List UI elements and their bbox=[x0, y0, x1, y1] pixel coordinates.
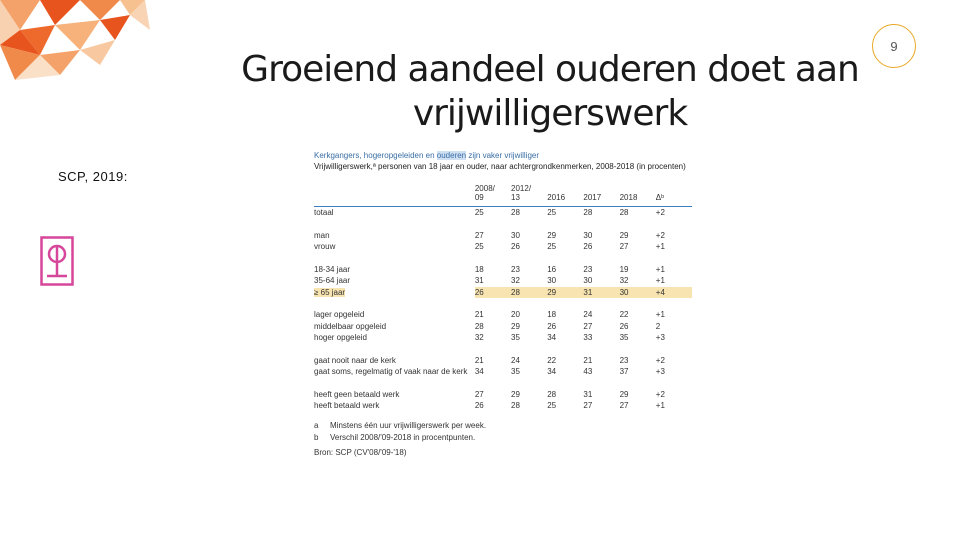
table-cell: 20 bbox=[511, 310, 520, 319]
column-header: 2017 bbox=[583, 193, 602, 202]
table-cell: 28 bbox=[511, 401, 520, 410]
table-cell: 27 bbox=[583, 401, 593, 410]
table-row bbox=[314, 264, 692, 276]
table-cell: +2 bbox=[655, 389, 665, 399]
table-cell: 25 bbox=[547, 242, 557, 251]
row-label: middelbaar opgeleid bbox=[314, 321, 387, 331]
table-cell: 25 bbox=[547, 401, 557, 410]
data-table bbox=[314, 184, 692, 412]
table-cell: 31 bbox=[583, 389, 593, 399]
table-cell: 30 bbox=[583, 276, 593, 285]
note-key: a bbox=[314, 420, 319, 430]
table-cell: 31 bbox=[474, 276, 484, 285]
table-cell: 28 bbox=[511, 208, 520, 217]
table-cell: +1 bbox=[655, 401, 665, 410]
table-cell: +2 bbox=[655, 355, 665, 365]
table-cell: 31 bbox=[583, 287, 619, 299]
table-cell: 19 bbox=[619, 264, 629, 274]
table-cell: 35 bbox=[511, 333, 520, 342]
table-cell: 25 bbox=[547, 208, 557, 217]
table-cell: 28 bbox=[619, 208, 629, 217]
row-spacer bbox=[314, 344, 692, 355]
column-header: Δᵇ bbox=[655, 193, 665, 202]
table-cell: 30 bbox=[620, 287, 656, 299]
slide-title bbox=[200, 48, 900, 136]
table-cell: 28 bbox=[547, 389, 557, 399]
row-label: ≥ 65 jaar bbox=[314, 287, 346, 297]
scp-logo-icon bbox=[40, 236, 74, 286]
row-label: man bbox=[314, 230, 330, 240]
table-cell: 27 bbox=[474, 230, 484, 240]
table-cell: +2 bbox=[655, 230, 665, 240]
table-row bbox=[314, 400, 692, 412]
table-cell: 2 bbox=[655, 321, 661, 331]
column-header: 2016 bbox=[547, 193, 566, 202]
row-label: 18-34 jaar bbox=[314, 264, 351, 274]
note-line bbox=[314, 420, 694, 432]
table-row bbox=[314, 332, 692, 344]
row-label: gaat nooit naar de kerk bbox=[314, 355, 396, 365]
column-header: 2012/ 13 bbox=[511, 184, 532, 202]
table-cell: 21 bbox=[583, 355, 593, 365]
table-cell: 23 bbox=[619, 355, 629, 365]
row-spacer bbox=[314, 378, 692, 389]
source-label: SCP, 2019: bbox=[58, 169, 128, 184]
table-cell: 29 bbox=[547, 230, 557, 240]
table-cell: +1 bbox=[655, 310, 665, 319]
table-cell: 26 bbox=[511, 242, 520, 251]
table-cell: 32 bbox=[619, 276, 629, 285]
table-row bbox=[314, 309, 692, 321]
page-number: 9 bbox=[890, 38, 898, 54]
table-cell: 27 bbox=[583, 321, 593, 331]
table-cell: 35 bbox=[619, 333, 629, 342]
table-cell: +1 bbox=[655, 264, 665, 274]
table-cell: 24 bbox=[511, 355, 520, 365]
table-cell: 18 bbox=[474, 264, 484, 274]
row-spacer bbox=[314, 298, 692, 309]
table-cell: +2 bbox=[655, 208, 665, 217]
note-text: Verschil 2008/'09-2018 in procentpunten. bbox=[330, 432, 476, 442]
title-line-1: Groeiend aandeel ouderen doet aan bbox=[241, 49, 859, 90]
row-label: totaal bbox=[314, 208, 334, 217]
table-cell: 28 bbox=[583, 208, 593, 217]
table-source: Bron: SCP (CV'08/'09-'18) bbox=[314, 447, 407, 457]
table-cell: 30 bbox=[583, 230, 593, 240]
row-label: vrouw bbox=[314, 242, 336, 251]
table-cell: 26 bbox=[547, 321, 557, 331]
table-cell: 43 bbox=[583, 367, 593, 376]
table-cell: +1 bbox=[655, 276, 665, 285]
figure-caption: Kerkgangers, hogeropgeleiden en ouderen zijn vaker vrijwilliger bbox=[314, 151, 540, 160]
row-label: gaat soms, regelmatig of vaak naar de kerk bbox=[314, 367, 468, 376]
table-cell: 30 bbox=[511, 230, 520, 240]
note-key: b bbox=[314, 432, 319, 442]
table-cell: 26 bbox=[583, 242, 593, 251]
table-cell: 25 bbox=[474, 208, 484, 217]
table-cell: 26 bbox=[474, 401, 484, 410]
table-cell: 30 bbox=[547, 276, 557, 285]
title-line-2: vrijwilligerswerk bbox=[412, 93, 688, 134]
table-cell: +1 bbox=[655, 242, 665, 251]
row-spacer bbox=[314, 219, 692, 230]
table-cell: 23 bbox=[511, 264, 520, 274]
table-row bbox=[314, 230, 692, 242]
row-label: 35-64 jaar bbox=[314, 276, 351, 285]
table-cell: 29 bbox=[511, 389, 520, 399]
table-row bbox=[314, 366, 692, 378]
table-cell: 29 bbox=[619, 389, 629, 399]
caption-highlight: ouderen bbox=[436, 151, 467, 160]
table-cell: 34 bbox=[547, 367, 557, 376]
table-cell: 37 bbox=[619, 367, 629, 376]
table-row bbox=[314, 207, 692, 219]
table-cell: 21 bbox=[474, 355, 484, 365]
table-row bbox=[314, 389, 692, 401]
column-header: 2008/ 09 bbox=[474, 184, 495, 202]
table-cell: 34 bbox=[547, 333, 557, 342]
table-cell: 16 bbox=[547, 264, 557, 274]
table-cell: 27 bbox=[619, 242, 629, 251]
table-cell: 23 bbox=[583, 264, 593, 274]
table-cell: 24 bbox=[583, 310, 593, 319]
table-cell: 29 bbox=[619, 230, 629, 240]
table-cell: 21 bbox=[474, 310, 484, 319]
table-cell: 27 bbox=[474, 389, 484, 399]
table-cell: +3 bbox=[655, 367, 665, 376]
table-cell: 35 bbox=[511, 367, 520, 376]
note-text: Minstens één uur vrijwilligerswerk per week. bbox=[330, 420, 487, 430]
row-label: heeft geen betaald werk bbox=[314, 389, 400, 399]
table-cell: 29 bbox=[547, 287, 583, 299]
table-cell: +4 bbox=[656, 287, 692, 299]
row-spacer bbox=[314, 253, 692, 264]
table-cell: 27 bbox=[619, 401, 629, 410]
row-label: hoger opgeleid bbox=[314, 333, 367, 342]
page-number-badge bbox=[872, 24, 916, 68]
table-cell: 22 bbox=[547, 355, 557, 365]
figure-subcaption: Vrijwilligerswerk,ª personen van 18 jaar en ouder, naar achtergrondkenmerken, 2008-2018 (in procenten) bbox=[314, 162, 686, 171]
data-figure bbox=[314, 150, 694, 457]
table-row bbox=[314, 287, 692, 299]
table-cell: 25 bbox=[474, 242, 484, 251]
column-header: 2018 bbox=[619, 193, 638, 202]
table-cell: 22 bbox=[619, 310, 629, 319]
table-notes bbox=[314, 420, 694, 444]
note-line bbox=[314, 432, 694, 444]
table-cell: 32 bbox=[474, 333, 484, 342]
table-cell: 33 bbox=[583, 333, 593, 342]
table-row bbox=[314, 241, 692, 253]
table-cell: 28 bbox=[511, 287, 547, 299]
table-row bbox=[314, 321, 692, 333]
table-row bbox=[314, 275, 692, 287]
table-row bbox=[314, 355, 692, 367]
table-cell: 26 bbox=[619, 321, 629, 331]
row-label: lager opgeleid bbox=[314, 310, 365, 319]
decorative-triangles bbox=[0, 0, 150, 90]
row-label: heeft betaald werk bbox=[314, 401, 380, 410]
table-cell: 26 bbox=[475, 287, 511, 299]
table-cell: 34 bbox=[474, 367, 484, 376]
table-cell: 32 bbox=[511, 276, 520, 285]
table-cell: 18 bbox=[547, 310, 557, 319]
table-cell: 28 bbox=[474, 321, 484, 331]
table-cell: 29 bbox=[511, 321, 520, 331]
table-cell: +3 bbox=[655, 333, 665, 342]
